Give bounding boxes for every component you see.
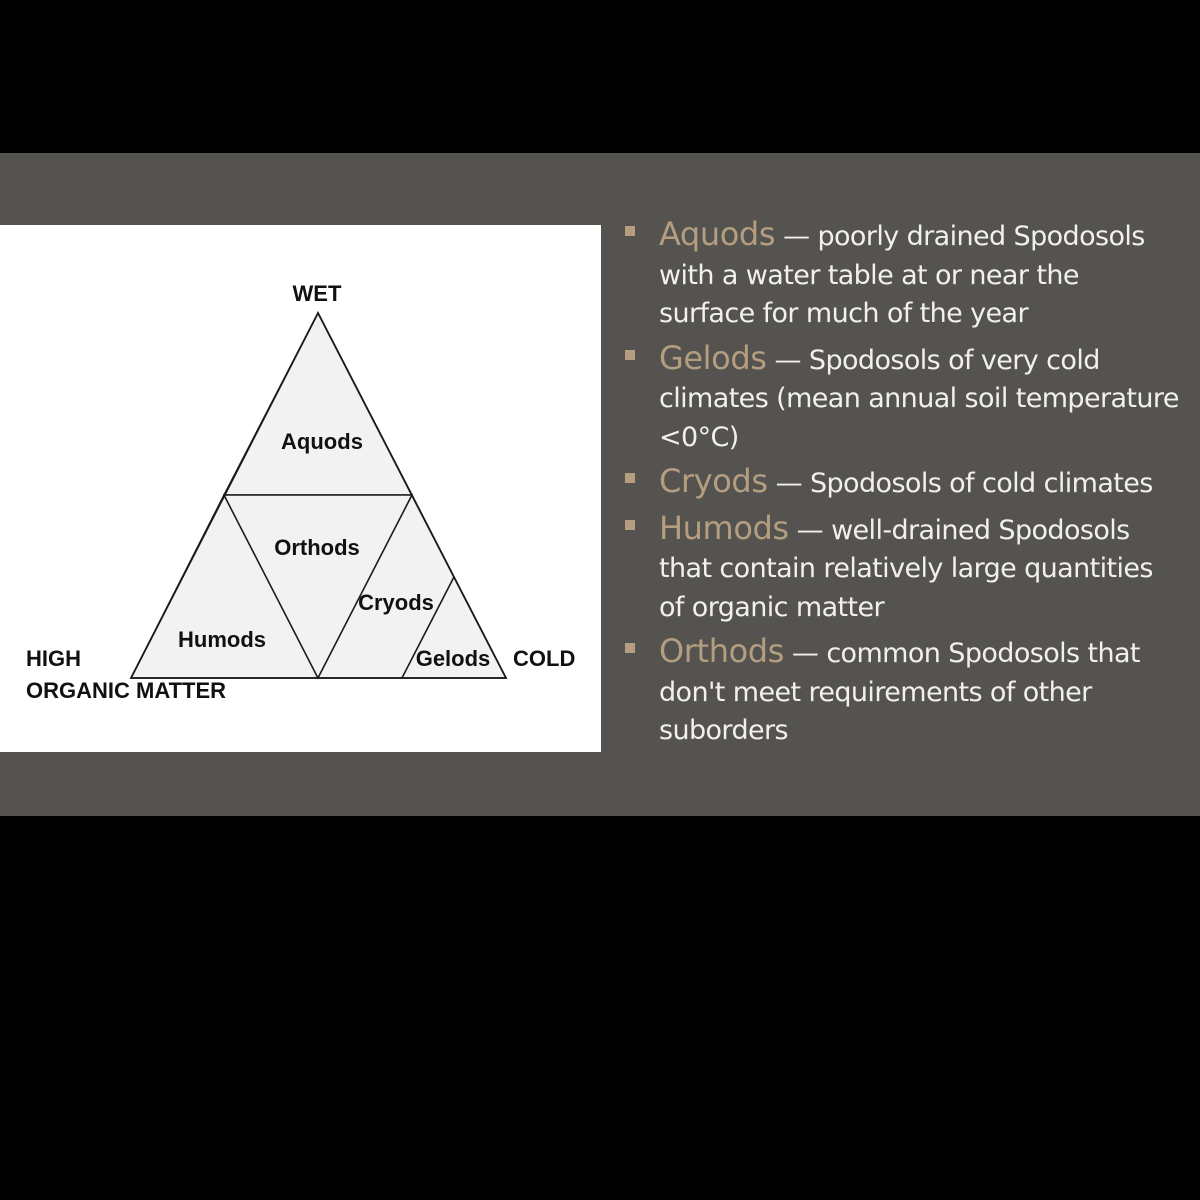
region-label-humods: Humods [178, 627, 266, 652]
square-bullet-icon [625, 520, 635, 530]
region-label-orthods: Orthods [274, 535, 360, 560]
term-gelods: Gelods [659, 338, 767, 377]
axis-label-high: HIGH [26, 646, 81, 671]
diagram-canvas [0, 225, 601, 752]
definition-gelods: Spodosols of very cold climates (mean annual soil temperature <0°C) [659, 344, 1179, 453]
square-bullet-icon [625, 473, 635, 483]
square-bullet-icon [625, 643, 635, 653]
list-item-orthods [622, 632, 1182, 751]
region-aquods [224, 313, 412, 495]
region-label-aquods: Aquods [281, 429, 363, 454]
region-label-gelods: Gelods [415, 646, 491, 671]
spodosol-triangle-diagram [0, 225, 601, 752]
list-item-cryods [622, 462, 1182, 504]
definition-aquods: poorly drained Spodosols with a water table at or near the surface for much of the year [659, 221, 1145, 329]
term-orthods: Orthods [659, 632, 784, 670]
square-bullet-icon [625, 350, 635, 360]
definition-orthods: common Spodosols that don't meet requirements of other suborders [659, 638, 1140, 746]
list-item-gelods [622, 339, 1182, 458]
axis-label-organic-matter: ORGANIC MATTER [26, 678, 227, 703]
region-label-cryods: Cryods [358, 590, 434, 615]
term-aquods: Aquods [659, 215, 776, 253]
suborder-definitions-list [622, 215, 1182, 756]
axis-label-wet: WET [292, 281, 342, 306]
square-bullet-icon [625, 226, 635, 236]
axis-label-cold: COLD [513, 646, 576, 671]
em-dash-separator: — [766, 344, 809, 376]
em-dash-separator: — [788, 514, 832, 546]
slide [0, 153, 1200, 816]
em-dash-separator: — [775, 221, 818, 252]
term-cryods: Cryods [659, 462, 768, 500]
em-dash-separator: — [767, 468, 810, 499]
term-humods: Humods [659, 508, 789, 547]
list-item-aquods [622, 215, 1182, 334]
definition-humods: well-drained Spodosols that contain relatively large quantities of organic matter [659, 514, 1153, 623]
list-item-humods [622, 509, 1182, 628]
em-dash-separator: — [783, 638, 827, 669]
definition-cryods: Spodosols of cold climates [809, 468, 1153, 499]
